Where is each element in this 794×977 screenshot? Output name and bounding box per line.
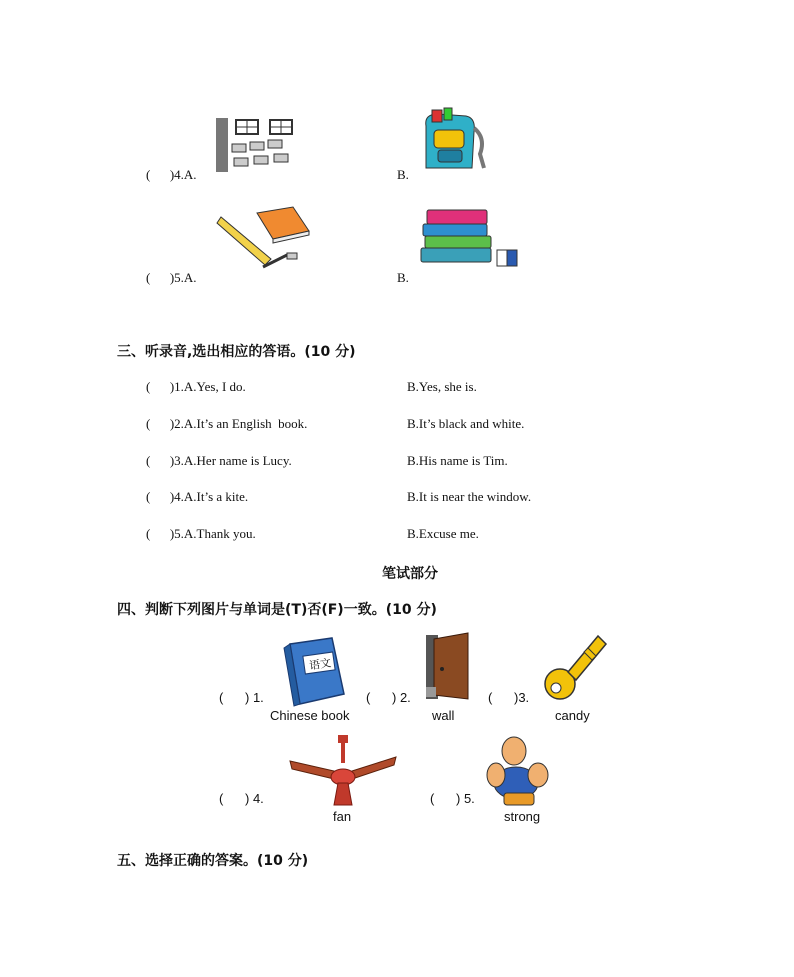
written-part-title: 笔试部分 <box>382 566 438 582</box>
s3-item-1-b: B.Yes, she is. <box>407 379 477 394</box>
s4-item-4-word: fan <box>333 809 352 824</box>
s3-item-3-a: ( )3.A.Her name is Lucy. <box>146 453 292 468</box>
s4-item-5-word: strong <box>504 809 541 824</box>
s3-item-5-a: ( )5.A.Thank you. <box>146 526 256 541</box>
s4-item-4-label: ( ) 4. <box>219 791 264 806</box>
books-and-eraser-picture <box>419 206 523 272</box>
s3-item-2-b: B.It’s black and white. <box>407 416 525 431</box>
s3-item-5-b: B.Excuse me. <box>407 526 479 541</box>
ceiling-fan-picture <box>290 735 398 807</box>
book-cover-text: 语文 <box>308 656 332 673</box>
s3-item-1-a: ( )1.A.Yes, I do. <box>146 379 246 394</box>
question-5-option-b: B. <box>397 270 409 285</box>
section-4-heading: 四、判断下列图片与单词是(T)否(F)一致。(10 分) <box>117 602 437 618</box>
s4-item-1-word: Chinese book <box>270 708 350 723</box>
s3-item-4-b: B.It is near the window. <box>407 489 532 504</box>
s4-item-5-label: ( ) 5. <box>430 791 475 806</box>
section-5-heading: 五、选择正确的答案。(10 分) <box>117 853 309 869</box>
s4-item-3-word: candy <box>555 708 590 723</box>
question-4-option-b: B. <box>397 167 409 182</box>
section-3-heading: 三、听录音,选出相应的答语。(10 分) <box>117 344 356 360</box>
s4-item-2-word: wall <box>432 708 455 723</box>
schoolbag-picture <box>414 108 486 174</box>
strong-man-picture <box>486 735 556 807</box>
s4-item-2-label: ( ) 2. <box>366 690 411 705</box>
key-picture <box>542 632 610 702</box>
question-5-prefix: ( )5.A. <box>146 270 197 285</box>
chinese-book-picture <box>282 636 346 708</box>
s3-item-3-b: B.His name is Tim. <box>407 453 508 468</box>
s3-item-4-a: ( )4.A.It’s a kite. <box>146 489 249 504</box>
s3-item-2-a: ( )2.A.It’s an English book. <box>146 416 308 431</box>
question-4-prefix: ( )4.A. <box>146 167 197 182</box>
door-picture <box>424 633 472 701</box>
classroom-picture <box>214 116 298 174</box>
s4-item-1-label: ( ) 1. <box>219 690 264 705</box>
stationery-picture <box>217 205 311 269</box>
s4-item-3-label: ( )3. <box>488 690 530 705</box>
